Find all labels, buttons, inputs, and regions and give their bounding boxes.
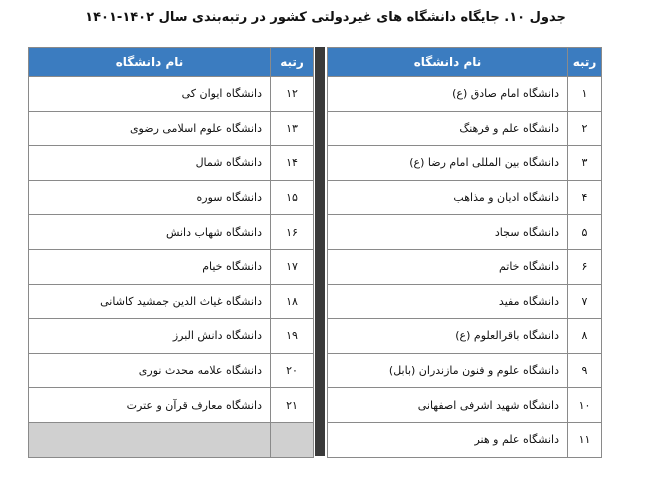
university-name-cell: دانشگاه بین المللی امام رضا (ع)	[328, 146, 568, 181]
empty-cell	[271, 422, 314, 457]
name-header: نام دانشگاه	[328, 48, 568, 77]
university-name-cell: دانشگاه علم و هنر	[328, 422, 568, 457]
university-name-cell: دانشگاه خیام	[29, 249, 271, 284]
rank-cell: ۱۱	[568, 422, 602, 457]
empty-cell	[29, 422, 271, 457]
table-row	[328, 353, 602, 388]
university-name-cell: دانشگاه علم و فرهنگ	[328, 111, 568, 146]
table-row	[29, 319, 314, 354]
rank-cell: ۴	[568, 180, 602, 215]
rank-cell: ۳	[568, 146, 602, 181]
rank-cell: ۱	[568, 77, 602, 112]
university-name-cell: دانشگاه ادیان و مذاهب	[328, 180, 568, 215]
table-row	[328, 146, 602, 181]
rank-cell: ۹	[568, 353, 602, 388]
table-header-row	[328, 48, 602, 77]
university-name-cell: دانشگاه علوم و فنون مازندران (بابل)	[328, 353, 568, 388]
table-row	[29, 111, 314, 146]
table-row	[328, 319, 602, 354]
rank-cell: ۶	[568, 249, 602, 284]
rank-cell: ۱۸	[271, 284, 314, 319]
rank-cell: ۲۰	[271, 353, 314, 388]
rank-header: رتبه	[568, 48, 602, 77]
rank-cell: ۱۳	[271, 111, 314, 146]
rank-cell: ۱۵	[271, 180, 314, 215]
table-header-row	[29, 48, 314, 77]
ranking-table-right	[327, 47, 602, 458]
rank-cell: ۱۷	[271, 249, 314, 284]
university-name-cell: دانشگاه غیاث الدین جمشید کاشانی	[29, 284, 271, 319]
rank-cell: ۱۹	[271, 319, 314, 354]
table-row	[328, 388, 602, 423]
table-row	[328, 111, 602, 146]
table-divider	[315, 47, 325, 456]
table-row	[29, 353, 314, 388]
table-row	[29, 146, 314, 181]
rank-header: رتبه	[271, 48, 314, 77]
university-name-cell: دانشگاه علامه محدث نوری	[29, 353, 271, 388]
ranking-table-left	[28, 47, 314, 458]
table-row	[29, 284, 314, 319]
university-name-cell: دانشگاه دانش البرز	[29, 319, 271, 354]
table-row	[328, 77, 602, 112]
university-name-cell: دانشگاه ایوان کی	[29, 77, 271, 112]
rank-cell: ۲	[568, 111, 602, 146]
table-row	[328, 180, 602, 215]
table-row	[29, 388, 314, 423]
table-caption: جدول ۱۰. جایگاه دانشگاه های غیردولتی کشور در رتبه‌بندی سال ۱۴۰۲-۱۴۰۱	[85, 10, 566, 25]
table-row	[29, 180, 314, 215]
university-name-cell: دانشگاه مفید	[328, 284, 568, 319]
table-row	[328, 249, 602, 284]
table-row	[328, 284, 602, 319]
table-row	[328, 422, 602, 457]
rank-cell: ۱۰	[568, 388, 602, 423]
university-name-cell: دانشگاه معارف قرآن و عترت	[29, 388, 271, 423]
name-header: نام دانشگاه	[29, 48, 271, 77]
university-name-cell: دانشگاه باقرالعلوم (ع)	[328, 319, 568, 354]
university-name-cell: دانشگاه علوم اسلامی رضوی	[29, 111, 271, 146]
rank-cell: ۵	[568, 215, 602, 250]
empty-row	[29, 422, 314, 457]
university-name-cell: دانشگاه شمال	[29, 146, 271, 181]
table-row	[29, 249, 314, 284]
university-name-cell: دانشگاه سجاد	[328, 215, 568, 250]
university-name-cell: دانشگاه شهاب دانش	[29, 215, 271, 250]
rank-cell: ۲۱	[271, 388, 314, 423]
university-name-cell: دانشگاه شهید اشرفی اصفهانی	[328, 388, 568, 423]
rank-cell: ۸	[568, 319, 602, 354]
table-row	[29, 215, 314, 250]
rank-cell: ۱۶	[271, 215, 314, 250]
university-name-cell: دانشگاه سوره	[29, 180, 271, 215]
table-row	[29, 77, 314, 112]
rank-cell: ۷	[568, 284, 602, 319]
rank-cell: ۱۲	[271, 77, 314, 112]
university-name-cell: دانشگاه خاتم	[328, 249, 568, 284]
table-row	[328, 215, 602, 250]
university-name-cell: دانشگاه امام صادق (ع)	[328, 77, 568, 112]
rank-cell: ۱۴	[271, 146, 314, 181]
